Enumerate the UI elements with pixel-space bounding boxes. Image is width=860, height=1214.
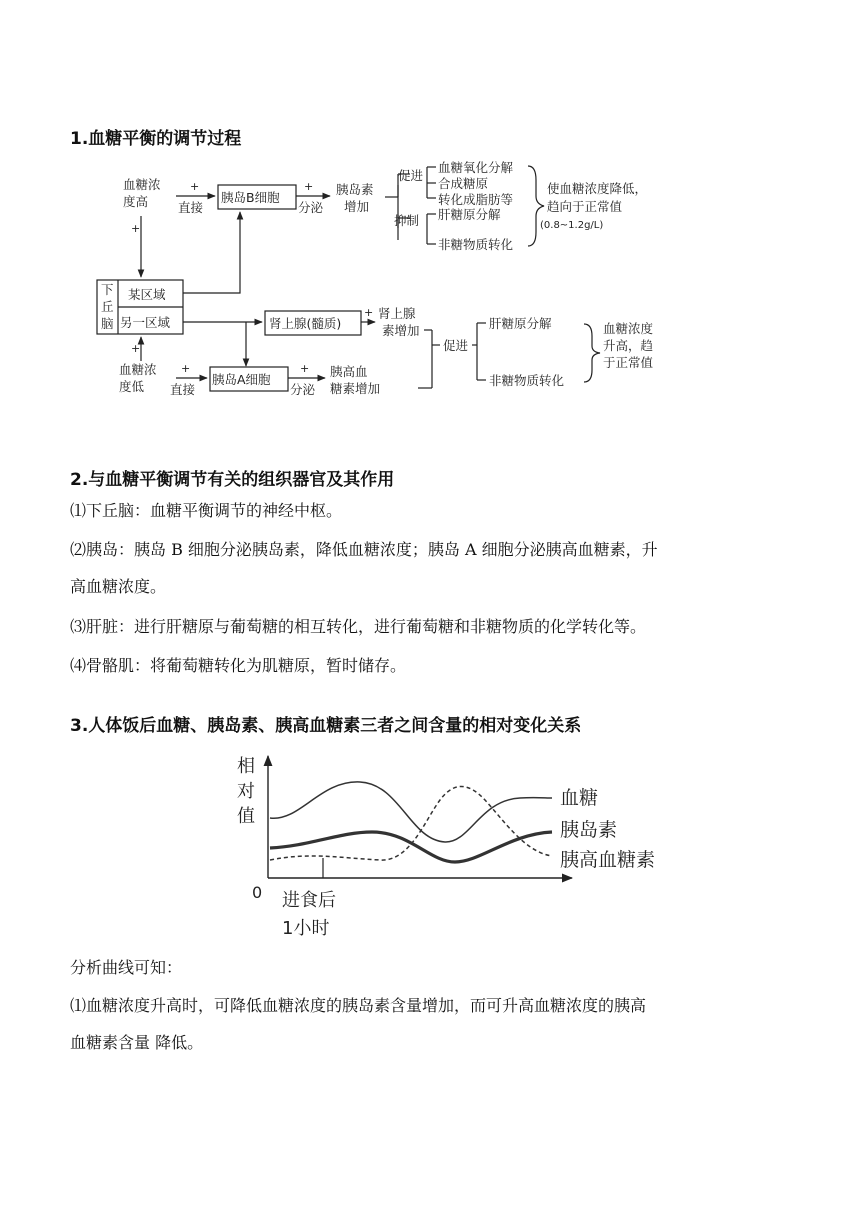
plus-sign: + — [304, 180, 314, 193]
glucagon-increase-2: 糖素增加 — [330, 381, 381, 396]
high-glucose-label-2: 度高 — [123, 194, 149, 209]
low-glucose-label-2: 度低 — [119, 379, 145, 394]
high-glucose-label-1: 血糖浓 — [123, 177, 161, 192]
inhibit-label: 抑制 — [394, 213, 420, 228]
x-origin-label: 0 — [252, 883, 263, 902]
series-label-blood-glucose: 血糖 — [560, 787, 599, 809]
section-2-title: 2.与血糖平衡调节有关的组织器官及其作用 — [70, 470, 395, 490]
result-high-1: 血糖浓度 — [603, 321, 654, 336]
region-a: 某区域 — [128, 287, 166, 302]
plus-sign: + — [190, 180, 200, 193]
analysis-intro: 分析曲线可知： — [70, 958, 183, 977]
plus-sign: + — [131, 222, 141, 235]
y-axis-label-char: 对 — [237, 781, 255, 802]
inhibit-item: 肝糖原分解 — [438, 207, 501, 222]
paragraph-line: ⑶肝脏：进行肝糖原与葡萄糖的相互转化，进行葡萄糖和非糖物质的化学转化等。 — [70, 617, 647, 636]
result-low-3: (0.8~1.2g/L) — [540, 220, 604, 231]
secrete-label: 分泌 — [290, 382, 316, 397]
series-label-glucagon: 胰高血糖素 — [560, 849, 656, 871]
paragraph-line: ⑵胰岛：胰岛 B 细胞分泌胰岛素，降低血糖浓度；胰岛 A 细胞分泌胰高血糖素，升 — [70, 540, 658, 559]
series-label-insulin: 胰岛素 — [560, 819, 618, 841]
plus-sign: + — [364, 306, 374, 319]
promote-label: 促进 — [398, 168, 424, 183]
hypothalamus-char: 脑 — [101, 316, 114, 331]
plus-sign: + — [131, 342, 141, 355]
plus-sign: + — [181, 362, 191, 375]
result-low-1: 使血糖浓度降低， — [547, 181, 648, 196]
x-marker-label-1: 进食后 — [282, 890, 336, 911]
adrenaline-increase-1: 肾上腺 — [378, 306, 416, 321]
promote-item: 转化成脂肪等 — [438, 192, 514, 207]
islet-a-cell: 胰岛A细胞 — [212, 372, 271, 387]
region-b: 另一区域 — [120, 315, 171, 330]
series-line-blood-glucose — [270, 782, 552, 842]
promote2-item: 肝糖原分解 — [489, 316, 552, 331]
secrete-label: 分泌 — [298, 200, 324, 215]
y-axis-label-char: 相 — [237, 756, 255, 777]
section-1-title: 1.血糖平衡的调节过程 — [70, 129, 242, 149]
promote2-item: 非糖物质转化 — [489, 373, 565, 388]
analysis-line: 血糖素含量 降低。 — [70, 1033, 204, 1052]
islet-b-cell: 胰岛B细胞 — [221, 190, 280, 205]
promote-label-2: 促进 — [443, 338, 469, 353]
insulin-increase-1: 胰岛素 — [336, 182, 374, 197]
adrenaline-increase-2: 素增加 — [382, 323, 420, 338]
low-glucose-label-1: 血糖浓 — [119, 362, 157, 377]
insulin-increase-2: 增加 — [344, 199, 370, 214]
promote-item: 合成糖原 — [438, 176, 489, 191]
hypothalamus-char: 下 — [101, 282, 114, 297]
paragraph-line: ⑷骨骼肌：将葡萄糖转化为肌糖原，暂时储存。 — [70, 656, 407, 675]
result-low-2: 趋向于正常值 — [547, 199, 623, 214]
direct-label: 直接 — [178, 200, 204, 215]
analysis-line: ⑴血糖浓度升高时，可降低血糖浓度的胰岛素含量增加，而可升高血糖浓度的胰高 — [70, 996, 647, 1015]
paragraph-line: ⑴下丘脑：血糖平衡调节的神经中枢。 — [70, 501, 343, 520]
section-3-title: 3.人体饭后血糖、胰岛素、胰高血糖素三者之间含量的相对变化关系 — [70, 716, 582, 736]
plus-sign: + — [300, 362, 310, 375]
series-line-glucagon — [270, 786, 552, 860]
series-line-insulin — [270, 832, 552, 862]
glucagon-increase-1: 胰高血 — [330, 364, 368, 379]
inhibit-item: 非糖物质转化 — [438, 237, 514, 252]
result-high-2: 升高，趋 — [603, 338, 654, 353]
direct-label: 直接 — [170, 382, 196, 397]
promote-item: 血糖氧化分解 — [438, 160, 514, 175]
y-axis-label-char: 值 — [237, 806, 255, 827]
adrenal-medulla: 肾上腺(髓质) — [269, 316, 342, 331]
paragraph-line: 高血糖浓度。 — [70, 577, 167, 596]
hypothalamus-char: 丘 — [101, 299, 114, 314]
result-high-3: 于正常值 — [603, 355, 654, 370]
x-marker-label-2: 1小时 — [282, 918, 330, 939]
